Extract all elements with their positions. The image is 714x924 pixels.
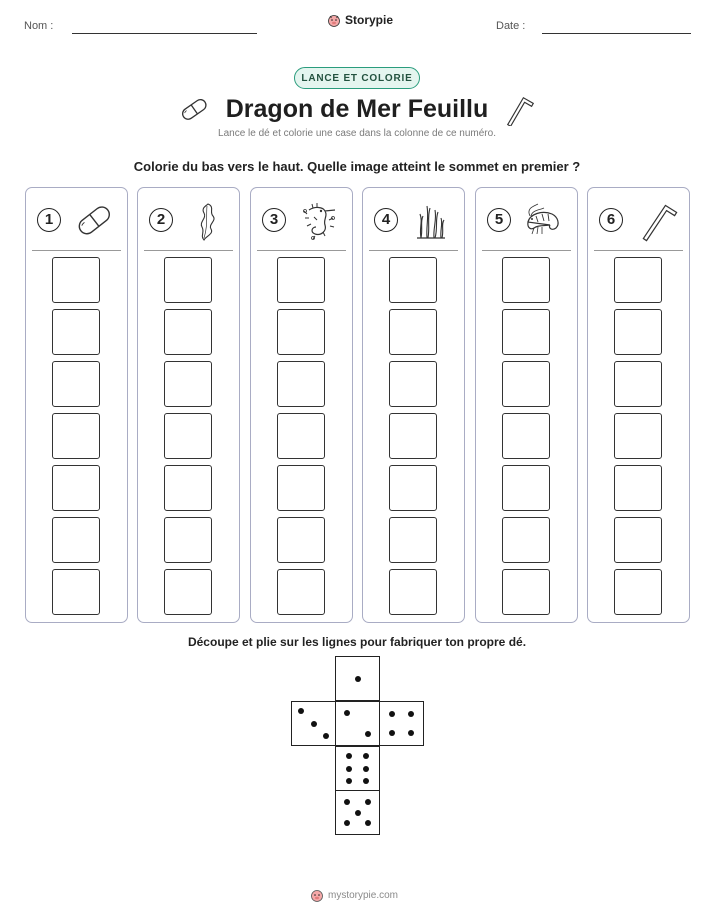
color-box[interactable] xyxy=(52,465,100,511)
brand-logo xyxy=(327,13,393,27)
title-row xyxy=(0,92,714,126)
die-pip xyxy=(363,753,369,759)
color-box[interactable] xyxy=(389,257,437,303)
color-box[interactable] xyxy=(614,569,662,615)
color-box[interactable] xyxy=(277,569,325,615)
footer xyxy=(310,888,398,902)
die-pip xyxy=(365,820,371,826)
color-box[interactable] xyxy=(389,361,437,407)
footer-url: mystorypie.com xyxy=(328,889,399,901)
color-box[interactable] xyxy=(164,309,212,355)
die-pip xyxy=(311,721,317,727)
color-box[interactable] xyxy=(502,309,550,355)
color-box[interactable] xyxy=(164,257,212,303)
die-pip xyxy=(344,820,350,826)
leafy-sea-dragon-icon xyxy=(295,198,343,242)
die-pip xyxy=(389,711,395,717)
column-divider xyxy=(369,250,458,251)
die-pip xyxy=(365,731,371,737)
column-divider xyxy=(257,250,346,251)
column-number: 1 xyxy=(37,208,61,232)
die-pip xyxy=(355,676,361,682)
date-line[interactable] xyxy=(542,33,691,34)
color-box[interactable] xyxy=(502,517,550,563)
column-divider xyxy=(482,250,571,251)
capsule-icon xyxy=(70,198,118,242)
color-box[interactable] xyxy=(164,517,212,563)
die-pip xyxy=(298,708,304,714)
color-box[interactable] xyxy=(502,413,550,459)
column-number: 4 xyxy=(374,208,398,232)
column-divider xyxy=(32,250,121,251)
activity-badge: LANCE ET COLORIE xyxy=(294,67,420,89)
color-box[interactable] xyxy=(277,361,325,407)
color-box[interactable] xyxy=(277,465,325,511)
color-box[interactable] xyxy=(164,569,212,615)
drinking-straw-icon xyxy=(504,94,534,126)
die-pip xyxy=(355,810,361,816)
brand-name: Storypie xyxy=(345,13,394,27)
seaweed-icon xyxy=(407,198,455,242)
color-box[interactable] xyxy=(614,361,662,407)
color-box[interactable] xyxy=(502,257,550,303)
column-number: 2 xyxy=(149,208,173,232)
die-pip xyxy=(363,778,369,784)
die-face-2 xyxy=(335,701,380,746)
color-box[interactable] xyxy=(164,465,212,511)
column-number: 3 xyxy=(262,208,286,232)
color-box[interactable] xyxy=(277,309,325,355)
color-box[interactable] xyxy=(614,257,662,303)
pig-mascot-icon xyxy=(327,13,341,27)
die-face-6 xyxy=(335,746,380,791)
name-line[interactable] xyxy=(72,33,257,34)
color-box[interactable] xyxy=(389,517,437,563)
color-box[interactable] xyxy=(52,517,100,563)
color-box[interactable] xyxy=(277,413,325,459)
cut-instruction: Découpe et plie sur les lignes pour fabriquer ton propre dé. xyxy=(187,635,527,649)
color-box[interactable] xyxy=(614,517,662,563)
color-box[interactable] xyxy=(52,309,100,355)
die-pip xyxy=(408,730,414,736)
name-label: Nom : xyxy=(24,20,54,32)
color-box[interactable] xyxy=(389,465,437,511)
color-box[interactable] xyxy=(52,413,100,459)
die-face-3 xyxy=(291,701,336,746)
color-box[interactable] xyxy=(502,569,550,615)
color-box[interactable] xyxy=(277,257,325,303)
color-box[interactable] xyxy=(164,413,212,459)
die-pip xyxy=(344,799,350,805)
die-face-5 xyxy=(335,790,380,835)
color-box[interactable] xyxy=(52,257,100,303)
column-number: 6 xyxy=(599,208,623,232)
drinking-straw-icon xyxy=(632,198,680,242)
die-pip xyxy=(408,711,414,717)
column-1 xyxy=(25,187,128,623)
die-pip xyxy=(389,730,395,736)
column-divider xyxy=(144,250,233,251)
color-box[interactable] xyxy=(277,517,325,563)
column-3 xyxy=(250,187,353,623)
color-box[interactable] xyxy=(389,569,437,615)
column-6 xyxy=(587,187,690,623)
color-box[interactable] xyxy=(502,361,550,407)
page-title: Dragon de Mer Feuillu xyxy=(225,95,489,123)
color-box[interactable] xyxy=(614,309,662,355)
column-2 xyxy=(137,187,240,623)
color-box[interactable] xyxy=(389,309,437,355)
die-face-4 xyxy=(379,701,424,746)
color-box[interactable] xyxy=(52,361,100,407)
color-box[interactable] xyxy=(52,569,100,615)
die-pip xyxy=(323,733,329,739)
die-pip xyxy=(363,766,369,772)
column-number: 5 xyxy=(487,208,511,232)
color-box[interactable] xyxy=(164,361,212,407)
die-pip xyxy=(365,799,371,805)
color-box[interactable] xyxy=(502,465,550,511)
column-4 xyxy=(362,187,465,623)
color-box[interactable] xyxy=(614,465,662,511)
die-pip xyxy=(346,778,352,784)
color-box[interactable] xyxy=(389,413,437,459)
die-pip xyxy=(344,710,350,716)
column-divider xyxy=(594,250,683,251)
die-face-1 xyxy=(335,656,380,701)
subtitle: Lance le dé et colorie une case dans la colonne de ce numéro. xyxy=(218,128,496,139)
pig-mascot-icon xyxy=(310,888,324,902)
date-label: Date : xyxy=(496,20,526,32)
die-pip xyxy=(346,753,352,759)
color-box[interactable] xyxy=(614,413,662,459)
shrimp-icon xyxy=(520,198,568,242)
die-pip xyxy=(346,766,352,772)
kelp-leaf-icon xyxy=(182,198,230,242)
instruction: Colorie du bas vers le haut. Quelle image atteint le sommet en premier ? xyxy=(133,159,581,174)
column-5 xyxy=(475,187,578,623)
